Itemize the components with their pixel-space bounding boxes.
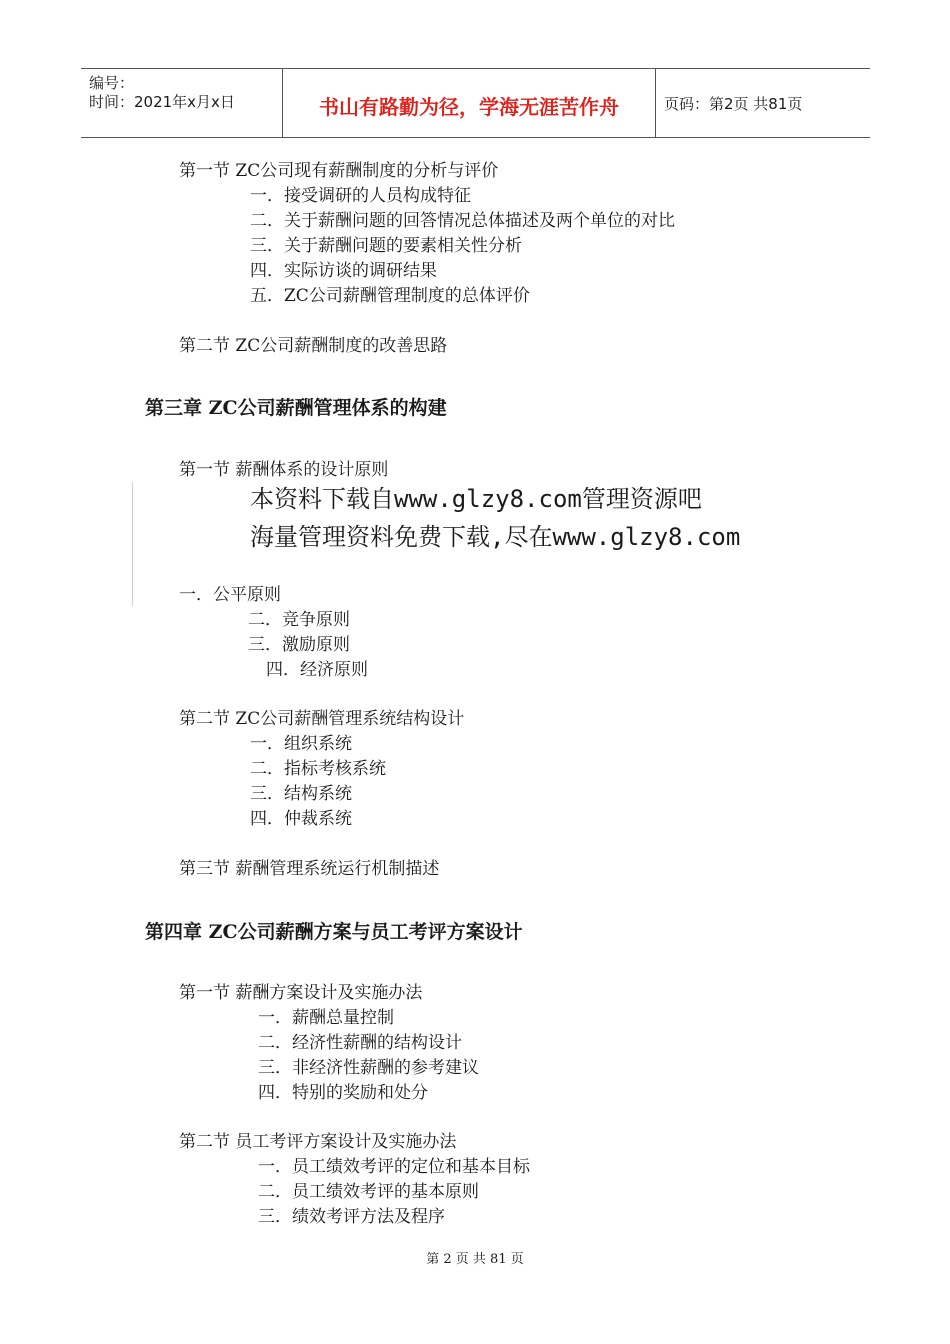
toc-item: 一．员工绩效考评的定位和基本目标 xyxy=(258,1157,530,1177)
toc-section: 第二节 ZC公司薪酬制度的改善思路 xyxy=(179,336,448,356)
toc-item: 三．绩效考评方法及程序 xyxy=(258,1207,445,1227)
toc-item: 三．非经济性薪酬的参考建议 xyxy=(258,1058,479,1078)
watermark-ad-line: 本资料下载自www.glzy8.com管理资源吧 xyxy=(250,485,702,513)
toc-item: 二．经济性薪酬的结构设计 xyxy=(258,1033,462,1053)
toc-item: 五．ZC公司薪酬管理制度的总体评价 xyxy=(250,286,530,306)
toc-item: 四．实际访谈的调研结果 xyxy=(250,261,437,281)
document-date-label: 时间：2021年x月x日 xyxy=(89,93,235,111)
header-left-cell xyxy=(81,69,283,137)
toc-section: 第一节 薪酬方案设计及实施办法 xyxy=(179,983,423,1003)
toc-chapter-heading: 第三章 ZC公司薪酬管理体系的构建 xyxy=(145,397,447,419)
header-right-cell xyxy=(656,69,870,137)
toc-item: 二．员工绩效考评的基本原则 xyxy=(258,1182,479,1202)
toc-section: 第一节 薪酬体系的设计原则 xyxy=(179,460,389,480)
toc-item: 四．仲裁系统 xyxy=(250,809,352,829)
toc-section: 第三节 薪酬管理系统运行机制描述 xyxy=(179,859,440,879)
toc-section: 第二节 员工考评方案设计及实施办法 xyxy=(179,1132,457,1152)
toc-item: 四．经济原则 xyxy=(266,660,368,680)
toc-item: 四．特别的奖励和处分 xyxy=(258,1083,428,1103)
page-header xyxy=(81,68,870,138)
document-number-label: 编号： xyxy=(89,74,135,92)
toc-item: 三．结构系统 xyxy=(250,784,352,804)
page-footer: 第 2 页 共 81 页 xyxy=(426,1252,524,1267)
toc-item: 三．激励原则 xyxy=(248,635,350,655)
toc-item: 一．组织系统 xyxy=(250,734,352,754)
toc-section: 第二节 ZC公司薪酬管理系统结构设计 xyxy=(179,709,465,729)
header-slogan: 书山有路勤为径，学海无涯苦作舟 xyxy=(319,95,619,119)
toc-section: 第一节 ZC公司现有薪酬制度的分析与评价 xyxy=(179,161,499,181)
header-middle-cell xyxy=(283,69,656,137)
toc-item: 三．关于薪酬问题的要素相关性分析 xyxy=(250,236,522,256)
toc-item: 二．指标考核系统 xyxy=(250,759,386,779)
toc-item: 二．竞争原则 xyxy=(248,610,350,630)
toc-item: 一．薪酬总量控制 xyxy=(258,1008,394,1028)
watermark-ad-line: 海量管理资料免费下载,尽在www.glzy8.com xyxy=(250,523,741,551)
toc-chapter-heading: 第四章 ZC公司薪酬方案与员工考评方案设计 xyxy=(145,921,523,943)
toc-item: 二．关于薪酬问题的回答情况总体描述及两个单位的对比 xyxy=(250,211,675,231)
toc-item: 一．公平原则 xyxy=(179,585,281,605)
toc-item: 一．接受调研的人员构成特征 xyxy=(250,186,471,206)
margin-rule xyxy=(132,482,133,606)
header-page-info: 页码：第2页 共81页 xyxy=(664,95,803,113)
